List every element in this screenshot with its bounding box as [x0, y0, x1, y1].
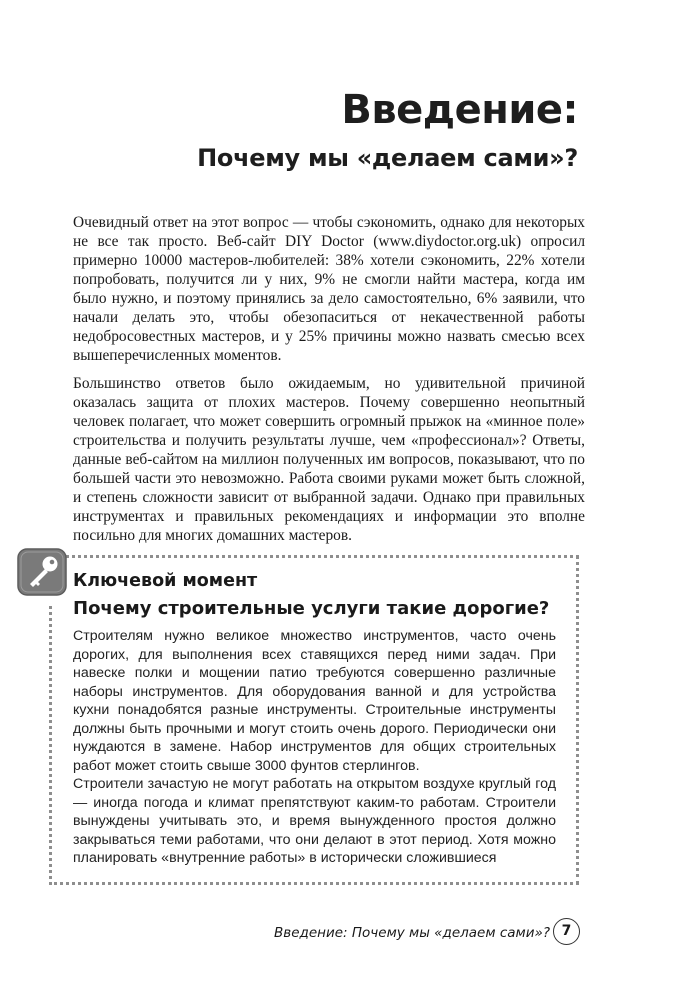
intro-paragraph-1: Очевидный ответ на этот вопрос — чтобы сэкономить, однако для некоторых не все так просто. Веб-сайт DIY Doctor (www.diydoctor.org.uk) опросил примерно 10000 мастеров-любителей: 38% хотели сэкономить, 22% хотели попробовать, получится ли у них, 9% не смогли найти мастера, когда им было нужно, и поэтому принялись за дело самостоятельно, 6% заявили, что начали делать это, чтобы обезопаситься от некачественной работы недобросовестных мастеров, и у 25% причины можно назвать смесью всех вышеперечисленных моментов. — [73, 214, 585, 364]
key-point-paragraph-1: Строителям нужно великое множество инструментов, часто очень дорогих, для выполнения всех ставящихся перед ними задач. При навеске полки и мощении патио требуются совершенно различные наборы инструментов. Для оборудования ванной и для устройства кухни понадобятся разные инструменты. Строительные инструменты должны быть прочными и могут стоить очень дорого. Периодически они нуждаются в замене. Набор инструментов для общих строительных работ может стоить свыше 3000 фунтов стерлингов. — [73, 628, 556, 774]
page-subtitle: Почему мы «делаем сами»? — [197, 144, 578, 172]
page-title: Введение: — [341, 87, 578, 133]
key-point-heading: Ключевой момент — [73, 571, 258, 591]
key-icon — [17, 548, 67, 596]
page-number: 7 — [553, 918, 580, 945]
key-point-subheading: Почему строительные услуги такие дорогие? — [73, 598, 550, 619]
key-point-box-left-border — [49, 606, 52, 885]
intro-paragraph-2: Большинство ответов было ожидаемым, но удивительной причиной оказалась защита от плохих мастеров. Почему совершенно неопытный человек полагает, что может совершить огромный прыжок на «минное поле» строительства и получить результаты лучше, чем «профессионал»? Ответы, данные веб-сайтом на миллион полученных им вопросов, показывают, что по большей части это невозможно. Работа своими руками может быть сложной, и степень сложности зависит от выбранной задачи. Однако при правильных инструментах и правильных рекомендациях и информации это вполне посильно для многих домашних мастеров. — [73, 375, 585, 544]
key-point-paragraph-2: Строители зачастую не могут работать на открытом воздухе круглый год — иногда погода и климат препятствуют каким-то работам. Строители вынуждены учитывать это, и время вынужденного простоя должно закрываться теми работами, что они делают в этот период. Хотя можно планировать «внутренние работы» в исторически сложившиеся — [73, 776, 556, 866]
running-footer-title: Введение: Почему мы «делаем сами»? — [273, 925, 550, 941]
